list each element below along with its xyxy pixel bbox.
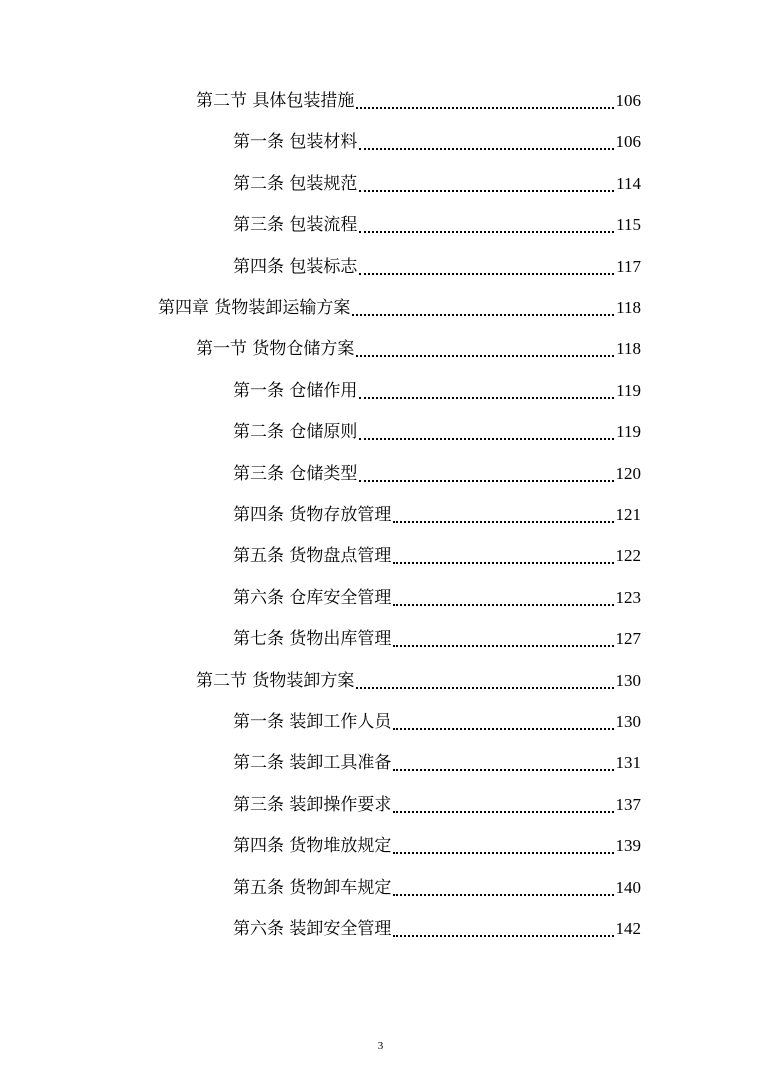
- toc-entry[interactable]: [233, 544, 641, 568]
- toc-entry-page: 118: [616, 298, 641, 317]
- toc-entry-page: 131: [615, 753, 641, 773]
- toc-entry-page: 119: [616, 380, 641, 400]
- toc-leader-dots: [359, 397, 614, 399]
- toc-entry-page: 142: [615, 919, 641, 938]
- toc-entry-label: 第四条 包装标志: [233, 256, 358, 277]
- toc-leader-dots: [393, 521, 613, 523]
- toc-leader-dots: [359, 148, 613, 150]
- toc-leader-dots: [356, 355, 614, 357]
- toc-entry-label: 第二节 具体包装措施: [196, 91, 355, 111]
- toc-entry-label: 第三条 装卸操作要求: [233, 794, 392, 815]
- toc-entry-page: 114: [616, 173, 641, 193]
- toc-entry-label: 第四条 货物堆放规定: [233, 836, 392, 857]
- toc-entry-label: 第一节 货物仓储方案: [196, 339, 355, 360]
- toc-leader-dots: [393, 562, 613, 564]
- toc-entry-page: 140: [615, 877, 641, 897]
- toc-entry[interactable]: [233, 793, 641, 817]
- toc-entry-page: 115: [616, 215, 641, 235]
- toc-entry-page: 130: [615, 712, 641, 731]
- toc-entry[interactable]: [233, 627, 641, 651]
- toc-leader-dots: [393, 769, 613, 771]
- toc-entry-label: 第六条 仓库安全管理: [233, 587, 392, 608]
- toc-entry-label: 第二条 仓储原则: [233, 422, 358, 443]
- toc-leader-dots: [359, 190, 614, 192]
- toc-entry-page: 122: [615, 546, 641, 566]
- toc-entry[interactable]: [233, 710, 641, 734]
- toc-leader-dots: [393, 645, 613, 647]
- toc-entry-page: 106: [615, 91, 641, 110]
- toc-leader-dots: [393, 852, 613, 854]
- toc-entry-label: 第四章 货物装卸运输方案: [158, 298, 351, 318]
- toc-entry-label: 第七条 货物出库管理: [233, 629, 392, 650]
- toc-entry[interactable]: [233, 503, 641, 527]
- toc-entry-label: 第三条 包装流程: [233, 215, 358, 236]
- toc-entry-label: 第一条 仓储作用: [233, 380, 358, 401]
- toc-entry-label: 第五条 货物卸车规定: [233, 877, 392, 898]
- toc-leader-dots: [393, 935, 613, 937]
- toc-entry-page: 123: [615, 587, 641, 607]
- toc-entry[interactable]: [233, 172, 641, 196]
- toc-leader-dots: [356, 107, 613, 109]
- toc-entry[interactable]: [233, 462, 641, 486]
- toc-entry[interactable]: [233, 876, 641, 900]
- toc-entry-label: 第五条 货物盘点管理: [233, 546, 392, 567]
- toc-entry[interactable]: [233, 586, 641, 610]
- toc-leader-dots: [393, 604, 613, 606]
- toc-entry[interactable]: [233, 130, 641, 154]
- toc-entry[interactable]: [233, 834, 641, 858]
- toc-entry-page: 139: [615, 836, 641, 856]
- toc-entry[interactable]: [196, 337, 641, 361]
- toc-entry-label: 第一条 装卸工作人员: [233, 712, 392, 732]
- toc-leader-dots: [393, 728, 613, 730]
- toc-entry-label: 第二节 货物装卸方案: [196, 670, 355, 691]
- toc-entry-page: 130: [615, 670, 641, 690]
- toc-entry[interactable]: [233, 213, 641, 237]
- toc-entry[interactable]: [158, 296, 641, 320]
- toc-entry-label: 第二条 装卸工具准备: [233, 753, 392, 774]
- toc-entry-page: 119: [616, 422, 641, 442]
- toc-leader-dots: [393, 894, 613, 896]
- toc-entry-page: 121: [615, 505, 641, 524]
- toc-entry[interactable]: [196, 669, 641, 693]
- toc-leader-dots: [359, 480, 613, 482]
- toc-entry-page: 120: [615, 463, 641, 483]
- toc-entry-label: 第一条 包装材料: [233, 132, 358, 153]
- toc-entry-page: 106: [615, 132, 641, 152]
- toc-leader-dots: [359, 231, 614, 233]
- toc-leader-dots: [359, 273, 614, 275]
- toc-entry-label: 第二条 包装规范: [233, 173, 358, 194]
- toc-entry-page: 117: [616, 256, 641, 276]
- toc-entry-label: 第三条 仓储类型: [233, 463, 358, 484]
- toc-leader-dots: [393, 811, 613, 813]
- toc-entry-page: 127: [615, 629, 641, 649]
- toc-entry[interactable]: [196, 89, 641, 113]
- toc-entry[interactable]: [233, 751, 641, 775]
- toc-entry-label: 第六条 装卸安全管理: [233, 919, 392, 939]
- toc-entry[interactable]: [233, 917, 641, 941]
- toc-entry-page: 137: [615, 794, 641, 814]
- toc-leader-dots: [359, 438, 614, 440]
- toc-entry[interactable]: [233, 420, 641, 444]
- toc-entry-label: 第四条 货物存放管理: [233, 505, 392, 525]
- toc-entry[interactable]: [233, 379, 641, 403]
- toc-leader-dots: [356, 687, 613, 689]
- toc-entry[interactable]: [233, 255, 641, 279]
- page-number: 3: [377, 1040, 384, 1052]
- toc-entry-page: 118: [616, 339, 641, 359]
- toc-leader-dots: [352, 314, 614, 316]
